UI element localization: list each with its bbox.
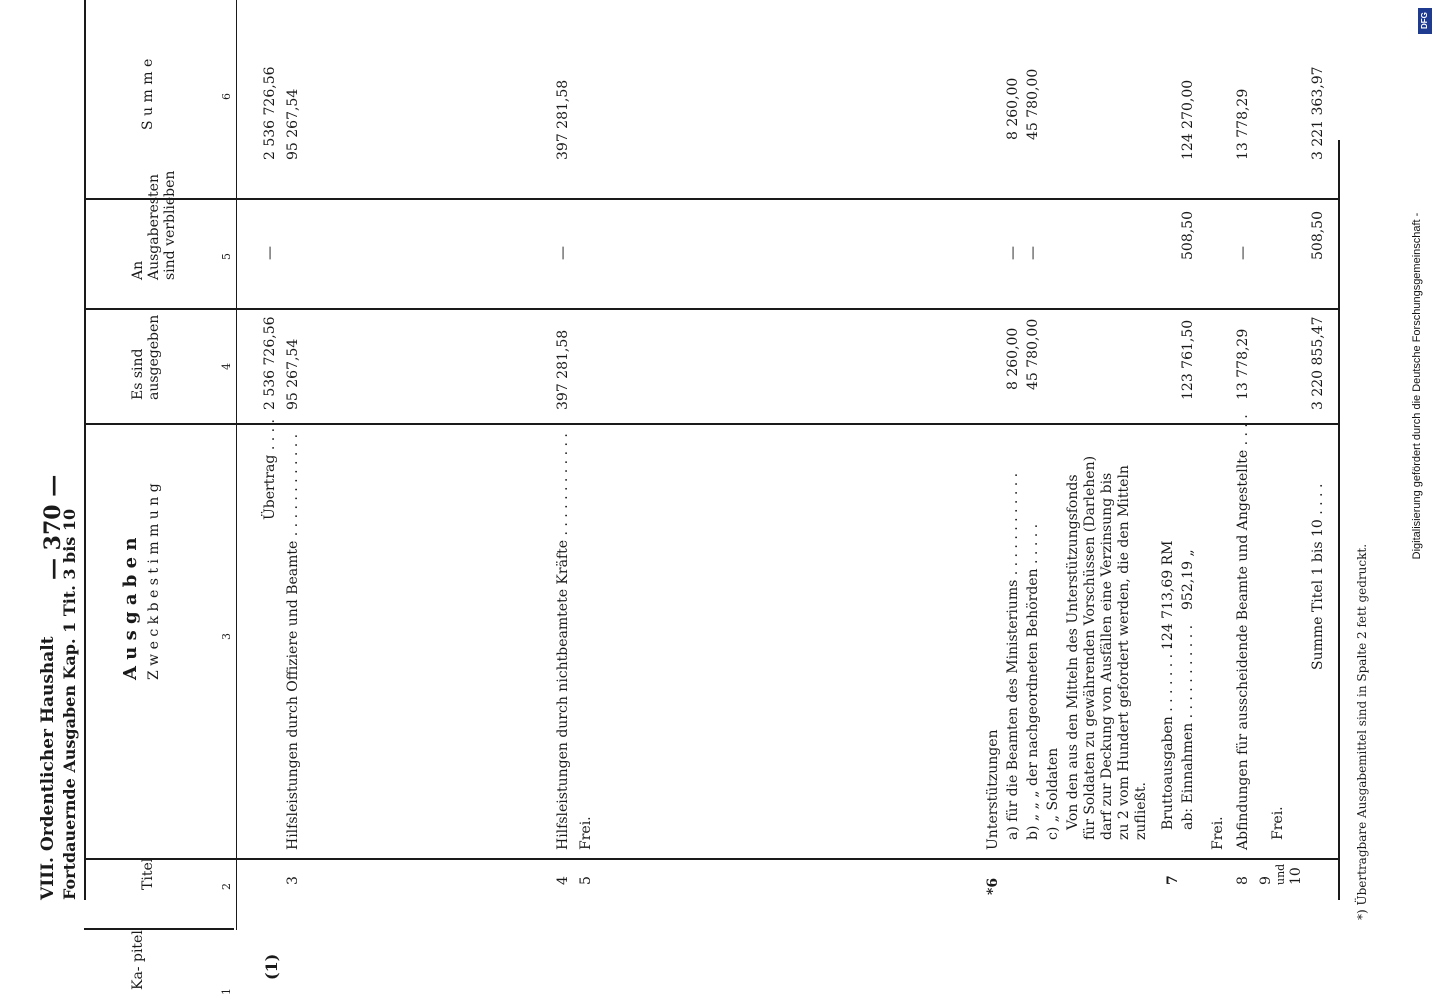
titel-und: und: [1274, 863, 1287, 885]
titel-6-note2: für Soldaten zu gewährenden Vorschüssen (Darlehen): [1082, 455, 1098, 840]
col-kapitel: Ka- pitel: [130, 930, 146, 990]
titel-5-text: Frei.: [578, 816, 594, 850]
sum-4: 3 220 855,47: [1310, 316, 1326, 410]
titel-8-text: Abfindungen für ausscheidende Beamte und Angestellte . . . .: [1235, 414, 1251, 850]
titel-4-4: 397 281,58: [555, 329, 571, 410]
col-reste: An Ausgaberesten sind verblieben: [130, 170, 178, 280]
kapitel-mark: (1): [262, 953, 281, 980]
col-sep-reste: [84, 198, 1339, 200]
titel-6-note1: Von den aus den Mitteln des Unterstützungsfonds: [1065, 474, 1081, 830]
titel-9: 9: [1258, 876, 1274, 885]
header-line2: Fortdauernde Ausgaben Kap. 1 Tit. 3 bis 10: [60, 508, 79, 900]
titel-6c: c) „ Soldaten: [1045, 747, 1061, 840]
rule-bottom: [1338, 140, 1340, 900]
colnum-4: 4: [220, 363, 233, 370]
uebertrag-4: 2 536 726,56: [262, 316, 278, 410]
titel-6b-6: 45 780,00: [1025, 68, 1041, 140]
uebertrag-6: 2 536 726,56: [262, 66, 278, 160]
titel-7-5: 508,50: [1180, 211, 1196, 260]
titel-7-brutto: Bruttoausgaben . . . . . . . . .: [1160, 636, 1176, 830]
sum-6: 3 221 363,97: [1310, 66, 1326, 160]
titel-8-4: 13 778,29: [1235, 328, 1251, 400]
titel-10: 10: [1288, 867, 1304, 885]
titel-6b-4: 45 780,00: [1025, 318, 1041, 390]
titel-3-text: Hilfsleistungen durch Offiziere und Beamte . . . . . . . . . . . .: [285, 433, 301, 850]
rule-top: [84, 0, 86, 900]
titel-7-einn: ab: Einnahmen . . . . . . . . . . .: [1180, 624, 1196, 830]
titel-6-note3: darf zur Deckung von Ausfällen eine Verzinsung bis: [1099, 472, 1115, 840]
titel-6-note5: zufließt.: [1133, 782, 1149, 840]
titel-7: 7: [1165, 875, 1181, 885]
titel-7-frei: Frei.: [1210, 816, 1226, 850]
titel-6a-6: 8 260,00: [1005, 77, 1021, 140]
colnum-5: 5: [220, 253, 233, 260]
titel-7-6: 124 270,00: [1180, 79, 1196, 160]
col-summe: S u m m e: [140, 58, 156, 130]
dfg-logo: DFG: [1418, 8, 1432, 34]
col-sep-titel: [84, 858, 1339, 860]
col-ausgaben: A u s g a b e n: [120, 537, 141, 680]
titel-6a-5: —: [1005, 246, 1021, 260]
uebertrag-5: —: [262, 246, 278, 260]
titel-6b-5: —: [1025, 246, 1041, 260]
col-zweck: Z w e c k b e s t i m m u n g: [146, 483, 162, 680]
titel-3-4: 95 267,54: [285, 338, 301, 410]
sum-5: 508,50: [1310, 211, 1326, 260]
titel-3-6: 95 267,54: [285, 88, 301, 160]
titel-8: 8: [1235, 876, 1251, 885]
titel-6-note4: zu 2 vom Hundert gefordert werden, die den Mitteln: [1116, 465, 1132, 840]
titel-6: *6: [985, 877, 1001, 895]
colnum-3: 3: [220, 633, 233, 640]
col-ausgegeben: Es sind ausgegeben: [130, 314, 162, 400]
uebertrag-label: Übertrag . . . .: [262, 419, 278, 520]
colnum-2: 2: [220, 883, 233, 890]
titel-7-brutto-val: 124 713,69 RM: [1160, 540, 1176, 650]
titel-4-6: 397 281,58: [555, 79, 571, 160]
col-sep-kap: [84, 928, 234, 930]
titel-7-4: 123 761,50: [1180, 319, 1196, 400]
colnum-6: 6: [220, 93, 233, 100]
dfg-credit: Digitalisierung gefördert durch die Deutsche Forschungsgemeinschaft -: [1411, 212, 1423, 560]
dfg-sidebar: [1412, 0, 1434, 1000]
titel-6-text: Unterstützungen: [985, 729, 1001, 850]
header-divider: [236, 0, 237, 930]
footnote: *) Übertragbare Ausgabemittel sind in Spalte 2 fett gedruckt.: [1355, 543, 1369, 920]
col-titel: Titel: [140, 857, 156, 890]
titel-4: 4: [555, 876, 571, 885]
titel-6a-4: 8 260,00: [1005, 327, 1021, 390]
page-number: — 370 —: [40, 474, 66, 580]
sum-label: Summe Titel 1 bis 10 . . . .: [1310, 483, 1326, 670]
titel-4-text: Hilfsleistungen durch nichtbeamtete Kräfte . . . . . . . . . . . .: [555, 433, 571, 850]
titel-6b: b) „ „ „ der nachgeordneten Behörden . . . . .: [1025, 523, 1041, 840]
titel-8-5: —: [1235, 246, 1251, 260]
titel-4-5: —: [555, 246, 571, 260]
titel-8-6: 13 778,29: [1235, 88, 1251, 160]
col-sep-ausg: [84, 308, 1339, 310]
titel-6a: a) für die Beamten des Ministeriums . . . . . . . . . . . .: [1005, 472, 1021, 840]
titel-5: 5: [578, 876, 594, 885]
titel-9-10-text: Frei.: [1270, 806, 1286, 840]
titel-7-einn-val: 952,19 „: [1180, 549, 1196, 610]
colnum-1: 1: [220, 988, 233, 995]
header-line1: VIII. Ordentlicher Haushalt: [38, 636, 58, 900]
titel-3: 3: [285, 876, 301, 885]
